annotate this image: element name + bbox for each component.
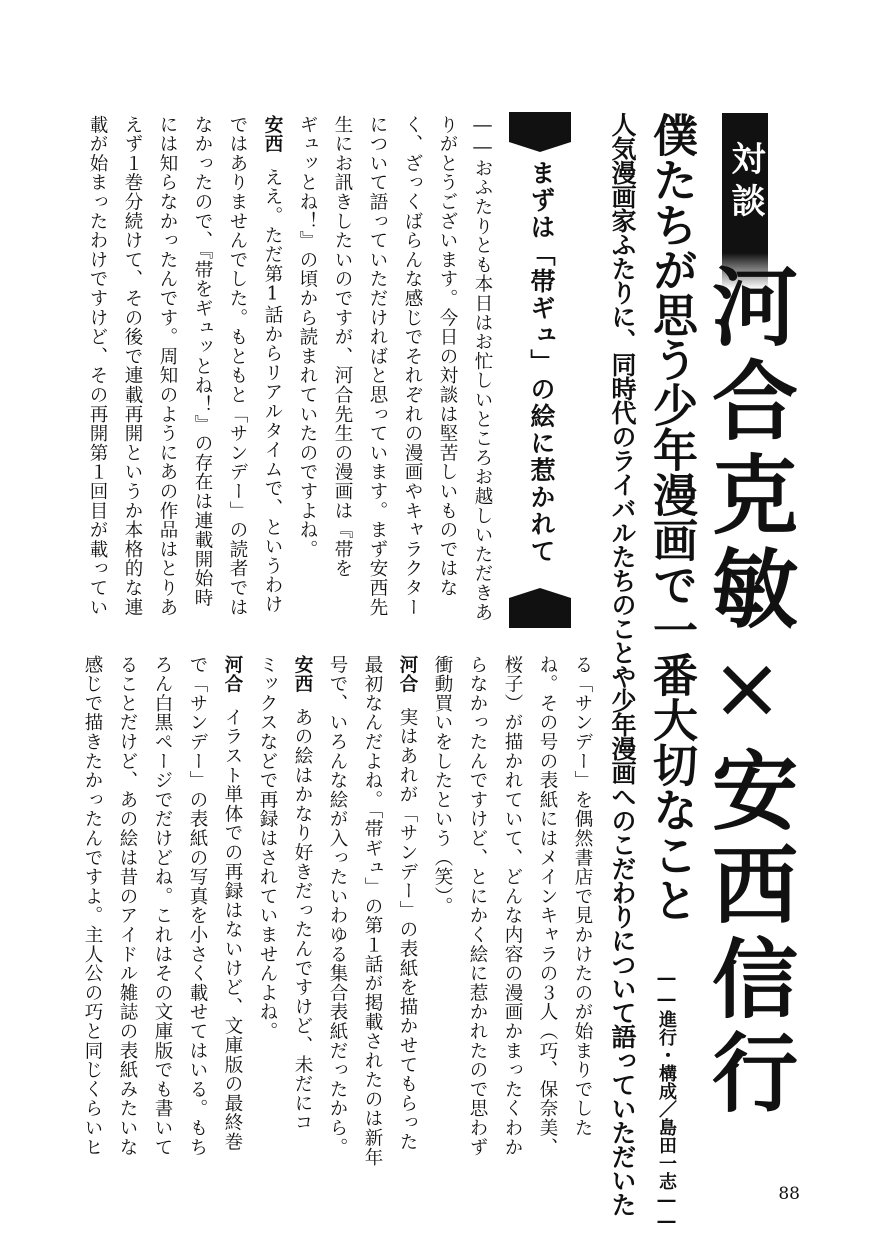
column-text: 桜子）が描かれていて、どんな内容の漫画かまったくわか xyxy=(502,655,523,1157)
subtitle: 人気漫画家ふたりに、同時代のライバルたちのことや少年漫画へのこだわりについて語っていただいた xyxy=(608,112,637,1216)
bracket-bottom-icon xyxy=(509,588,571,628)
text-column xyxy=(180,655,215,1180)
column-text: 最初なんだよね。「帯ギュ」の第１話が掲載されたのは新年 xyxy=(362,655,383,1167)
text-column xyxy=(325,115,360,645)
column-text: あの絵はかなり好きだったんですけど、未だにコ xyxy=(292,707,313,1133)
column-text: えず１巻分続けて、その後で連載再開というか本格的な連 xyxy=(122,115,143,617)
page-number: 88 xyxy=(778,1184,800,1204)
text-column xyxy=(460,655,495,1180)
text-column xyxy=(390,655,425,1180)
text-column xyxy=(360,115,395,645)
text-column xyxy=(185,115,220,645)
headline: 僕たちが思う少年漫画で一番大切なこと xyxy=(645,112,698,922)
text-column xyxy=(565,655,600,1180)
section-heading: まずは「帯ギュ」の絵に惹かれて xyxy=(527,160,556,565)
text-column xyxy=(145,655,180,1180)
column-text: 生にお訊きしたいのですが、河合先生の漫画は『帯を xyxy=(332,115,353,579)
text-column xyxy=(250,655,285,1180)
text-column xyxy=(215,655,250,1180)
column-text: ろん白黒ページでだけどね。これはその文庫版でも書いて xyxy=(152,655,173,1157)
text-column xyxy=(75,655,110,1180)
column-text: りがとうございます。今日の対談は堅苦しいものではな xyxy=(437,115,458,598)
title-name-a: 河合克敏 xyxy=(697,262,797,638)
speaker-name: 河合 xyxy=(397,655,418,694)
text-column xyxy=(285,655,320,1180)
column-text: らなかったんですけど、とにかく絵に惹かれたので思わず xyxy=(467,655,488,1157)
column-text: 載が始まったわけですけど、その再開第１回目が載ってい xyxy=(87,115,108,617)
text-column xyxy=(290,115,325,645)
text-column xyxy=(255,115,290,645)
text-column xyxy=(320,655,355,1180)
column-text: 衝動買いをしたという（笑）。 xyxy=(432,655,453,916)
column-text: 実はあれが「サンデー」の表紙を描かせてもらった xyxy=(397,707,418,1152)
text-column xyxy=(465,115,500,645)
column-text: について語っていただければと思っています。まず安西先 xyxy=(367,115,388,617)
text-column xyxy=(115,115,150,645)
credit-line: ――進行・構成／島田一志―― xyxy=(656,968,677,1232)
bracket-top-icon xyxy=(509,112,571,152)
column-text: ギュッとね！』の頃から読まれていたのですよね。 xyxy=(297,115,318,559)
column-text: ええ。ただ第1話からリアルタイムで、というわけ xyxy=(262,167,283,615)
column-text: ることだけど、あの絵は昔のアイドル雑誌の表紙みたいな xyxy=(117,655,138,1157)
speaker-name: 河合 xyxy=(222,655,243,694)
column-text: には知らなかったんです。周知のようにあの作品はとりあ xyxy=(157,115,178,617)
title-times: × xyxy=(697,638,797,746)
column-text: る「サンデー」を偶然書店で見かけたのが始まりでした xyxy=(572,655,593,1138)
column-text: イラスト単体での再録はないけど、文庫版の最終巻 xyxy=(222,707,243,1152)
column-text: ではありませんでした。もともと「サンデー」の読者では xyxy=(227,115,248,617)
column-text: 号で、いろんな絵が入ったいわゆる集合表紙だったから。 xyxy=(327,655,348,1157)
column-text: 感じで描きたかったんですよ。主人公の巧と同じくらいヒ xyxy=(82,655,103,1157)
text-column xyxy=(110,655,145,1180)
text-column xyxy=(80,115,115,645)
label-box: 対談 xyxy=(722,113,768,253)
text-column xyxy=(425,655,460,1180)
text-column xyxy=(530,655,565,1180)
text-column xyxy=(495,655,530,1180)
column-text: ――おふたりとも本日はお忙しいところお越しいただきあ xyxy=(472,115,493,622)
title-names xyxy=(697,262,797,1162)
column-text: なかったので、『帯をギュッとね！』の存在は連載開始時 xyxy=(192,115,213,608)
column-text: ミックスなどで再録はされていませんよね。 xyxy=(257,655,278,1041)
text-column xyxy=(430,115,465,645)
column-text: で「サンデー」の表紙の写真を小さく載せてはいる。もち xyxy=(187,655,208,1157)
column-text: ね。その号の表紙にはメインキャラの３人（巧、保奈美、 xyxy=(537,655,558,1157)
column-text: く、ざっくばらんな感じでそれぞれの漫画やキャラクター xyxy=(402,115,423,617)
text-column xyxy=(220,115,255,645)
text-column xyxy=(355,655,390,1180)
text-column xyxy=(395,115,430,645)
title-name-b: 安西信行 xyxy=(697,746,797,1122)
text-column xyxy=(150,115,185,645)
speaker-name: 安西 xyxy=(262,115,283,154)
speaker-name: 安西 xyxy=(292,655,313,694)
